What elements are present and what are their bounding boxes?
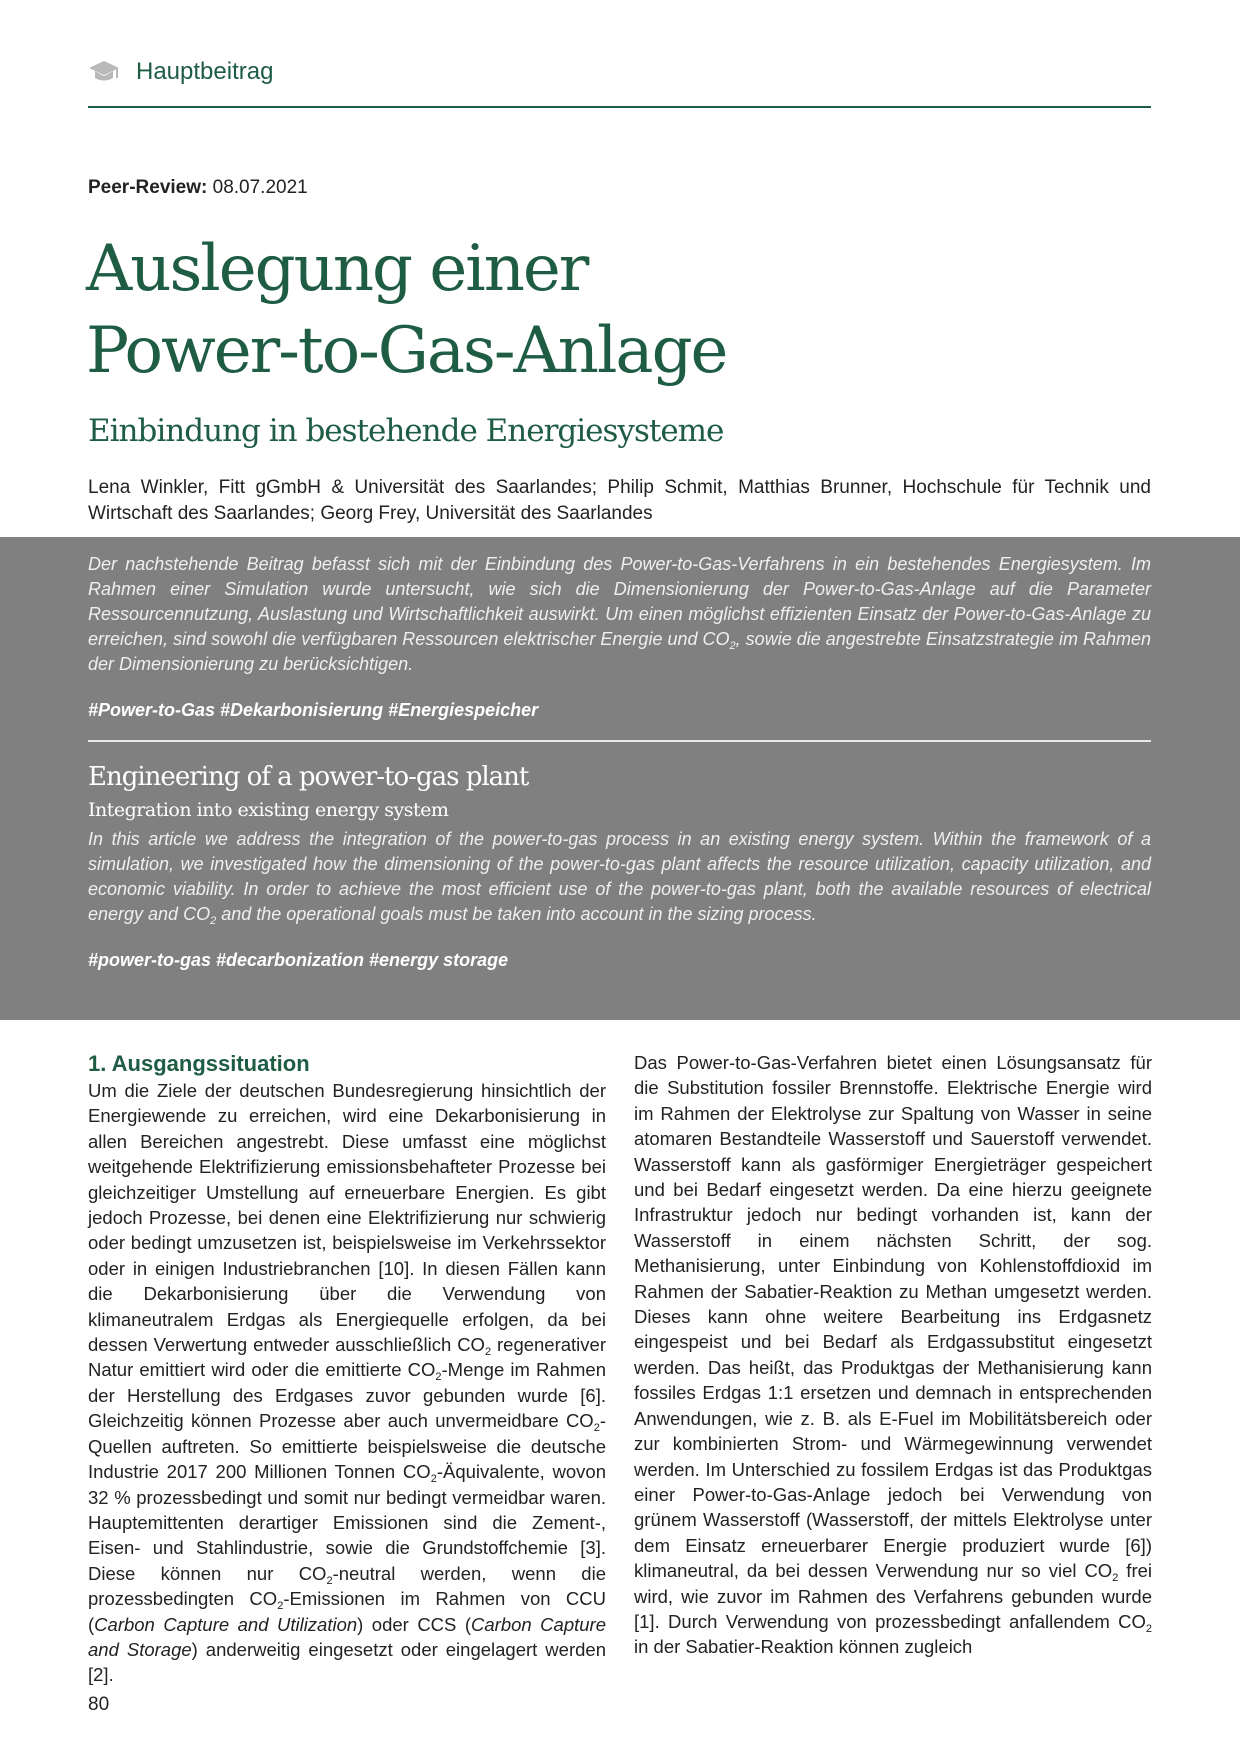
- body-text: -Quellen auftreten. So emittierte beispielsweise die deutsche Industrie 2017 200 Millionen Tonnen CO: [88, 1410, 606, 1483]
- keywords-english: #power-to-gas #decarbonization #energy storage: [88, 950, 509, 970]
- body-paragraph: [634, 1050, 1152, 1660]
- abstract-de-text-1: Der nachstehende Beitrag befasst sich mit der Einbindung des Power-to-Gas-Verfahrens in ein bestehendes Energiesystem. Im Rahmen einer Simulation wurde untersucht, wie sich die Dimensionierung der Power-to-Gas-Anlage auf die Parameter Ressourcennutzung, Auslastung und Wirtschaftlichkeit auswirkt. Um einen möglichst effizienten Einsatz der Power-to-Gas-Anlage zu erreichen, sind sowohl die verfügbaren Ressourcen elektrischer Energie und CO: [88, 554, 1151, 649]
- abstract-en-text-2: and the operational goals must be taken into account in the sizing process.: [216, 904, 817, 924]
- subscript: 2: [1145, 1622, 1152, 1635]
- subscript: 2: [593, 1422, 600, 1435]
- body-text: -Emissionen im Rahmen von CCU (: [88, 1588, 606, 1635]
- italic-term: Carbon Capture and Storage: [88, 1613, 607, 1660]
- title-line-2: Power-to-Gas-Anlage: [86, 314, 727, 388]
- body-text: ) oder CCS (: [357, 1613, 472, 1635]
- body-text: in der Sabatier-Reaktion können zugleich: [634, 1636, 973, 1658]
- author-list: Lena Winkler, Fitt gGmbH & Universität des Saarlandes; Philip Schmit, Matthias Brunner, Hochschule für Technik und Wirtschaft des Saarlandes; Georg Frey, Universität des Saarlandes: [88, 477, 1151, 524]
- peer-review-line: [88, 175, 308, 201]
- page-number: 80: [88, 1694, 110, 1715]
- body-paragraph: [88, 1078, 606, 1688]
- body-column-left: [88, 1050, 606, 1688]
- subscript: 2: [484, 1346, 492, 1359]
- body-text: regenerativer Natur emittiert wird oder die emittierte CO: [88, 1334, 606, 1381]
- peer-review-date: 08.07.2021: [212, 177, 308, 198]
- peer-review-label: Peer-Review:: [88, 177, 208, 198]
- body-column-right: [634, 1050, 1152, 1660]
- body-text: -Menge im Rahmen der Herstellung des Erdgases zuvor gebunden wurde [6]. Gleichzeitig können Prozesse aber auch unvermeidbare CO: [88, 1359, 606, 1432]
- abstract-divider: [88, 740, 1151, 742]
- english-subtitle: Integration into existing energy system: [88, 799, 449, 821]
- abstract-en-subscript: 2: [210, 915, 217, 927]
- subscript: 2: [326, 1574, 333, 1587]
- body-text: -neutral werden, wenn die prozessbedingten CO: [88, 1562, 606, 1610]
- italic-term: Carbon Capture and Utilization: [94, 1613, 358, 1635]
- header-label: Hauptbeitrag: [136, 58, 274, 85]
- body-text: Um die Ziele der deutschen Bundesregierung hinsichtlich der Energiewende zu erreichen, wird eine Dekarbonisierung in allen Bereichen angestrebt. Diese umfasst eine möglichst weitgehende Elektrifizierung emissionsbehafteter Prozesse bei gleichzeitiger Umstellung auf erneuerbare Energien. Es gibt jedoch Prozesse, bei denen eine Elektrifizierung nur schwierig oder bedingt umzusetzen ist, beispielsweise im Verkehrssektor oder in einigen Industriebranchen [10]. In diesen Fällen kann die Dekarbonisierung über die Verwendung von klimaneutralem Erdgas als Energiequelle erfolgen, da bei dessen Verwertung entweder ausschließlich CO: [88, 1080, 606, 1356]
- title-line-1: Auslegung einer: [86, 232, 588, 306]
- section-header: [88, 56, 1151, 108]
- article-subtitle: Einbindung in bestehende Energiesysteme: [88, 413, 724, 449]
- subscript: 2: [1112, 1572, 1119, 1585]
- graduation-cap-icon: [88, 59, 120, 85]
- body-text: -Äquivalente, wovon 32 % prozessbedingt und somit nur bedingt vermeidbar waren. Hauptemittenten derartiger Emissionen sind die Zement-, Eisen- und Stahlindustrie, sowie die Grundstoffchemie [3]. Diese können nur CO: [88, 1461, 606, 1584]
- abstract-german: [88, 552, 1151, 677]
- abstract-de-text-2: , sowie die angestrebte Einsatzstrategie im Rahmen der Dimensionierung zu berücksichtigen.: [88, 629, 1151, 674]
- subscript: 2: [430, 1473, 437, 1486]
- body-text: Das Power-to-Gas-Verfahren bietet einen Lösungsansatz für die Substitution fossiler Brennstoffe. Elektrische Energie wird im Rahmen der Elektrolyse zur Spaltung von Wasser in seine atomaren Bestandteile Wasserstoff und Sauerstoff verwendet. Wasserstoff kann als gasförmiger Energieträger gespeichert und bei Bedarf eingesetzt werden. Da eine hierzu geeignete Infrastruktur jedoch nur bedingt vorhanden ist, kann der Wasserstoff in einem nächsten Schritt, der sog. Methanisierung, unter Einbindung von Kohlenstoffdioxid im Rahmen der Sabatier-Reaktion zu Methan umgesetzt werden. Dieses kann ohne weitere Bearbeitung ins Erdgasnetz eingespeist und bei Bedarf als Erdgassubstitut eingesetzt werden. Das heißt, das Produktgas der Methanisierung kann fossiles Erdgas 1:1 ersetzen und demnach in entsprechenden Anwendungen, wie z. B. als E-Fuel im Mobilitätsbereich oder zur kombinierten Strom- und Wärmegewinnung verwendet werden. Im Unterschied zu fossilem Erdgas ist das Produktgas einer Power-to-Gas-Anlage jedoch bei Verwendung von grünem Wasserstoff (Wasserstoff, der mittels Elektrolyse unter dem Einsatz erneuerbarer Energie produziert wurde [6]) klimaneutral, da bei dessen Verwendung nur so viel CO: [634, 1052, 1152, 1582]
- abstract-de-subscript: 2: [729, 640, 736, 652]
- section-heading: 1. Ausgangssituation: [88, 1051, 310, 1076]
- body-text: frei wird, wie zuvor im Rahmen des Verfahrens gebunden wurde [1]. Durch Verwendung von prozessbedingt anfallendem CO: [634, 1560, 1152, 1632]
- keywords-german: #Power-to-Gas #Dekarbonisierung #Energiespeicher: [88, 700, 539, 720]
- english-title: Engineering of a power-to-gas plant: [88, 762, 529, 792]
- subscript: 2: [277, 1600, 284, 1613]
- body-text: ) anderweitig eingesetzt oder eingelagert werden [2].: [88, 1638, 606, 1686]
- subscript: 2: [435, 1371, 442, 1384]
- abstract-en-text-1: In this article we address the integration of the power-to-gas process in an existing energy system. Within the framework of a simulation, we investigated how the dimensioning of the power-to-gas plant affects the resource utilization, capacity utilization, and economic viability. In order to achieve the most efficient use of the power-to-gas plant, both the available resources of electrical energy and CO: [88, 829, 1151, 924]
- article-title: [86, 228, 1086, 392]
- abstract-english: [88, 827, 1151, 927]
